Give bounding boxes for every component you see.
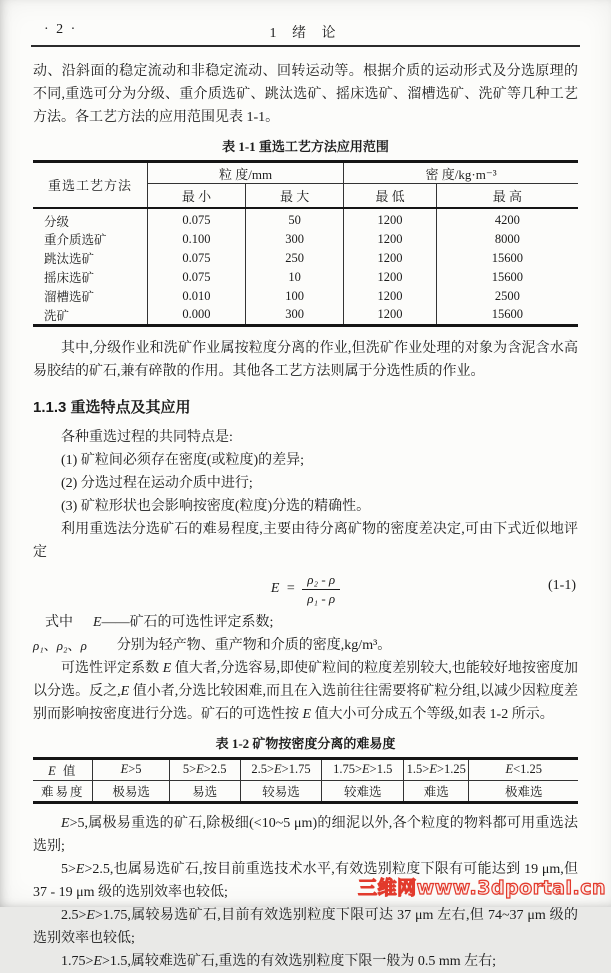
cell-max: 50 <box>246 208 344 230</box>
cell-min: 0.000 <box>182 307 211 321</box>
paragraph-common-features: 各种重选过程的共同特点是: <box>61 429 233 445</box>
table-row <box>33 758 578 780</box>
equation-body <box>271 572 340 607</box>
cell-low: 1200 <box>344 287 437 306</box>
cell-high: 2500 <box>436 287 578 306</box>
cell-method: 洗矿 <box>33 306 147 326</box>
table1-header-size-group: 粒 度/mm <box>147 162 343 184</box>
e-range: E<1.25 <box>469 758 578 780</box>
table-row <box>33 306 578 326</box>
table-row <box>33 230 578 249</box>
cell-max: 250 <box>246 249 344 268</box>
cell-high: 4200 <box>436 208 578 230</box>
cell-min: 0.010 <box>182 288 211 303</box>
cell-high: 15600 <box>436 268 578 287</box>
cell-method: 分级 <box>33 208 147 230</box>
cell-method: 摇床选矿 <box>33 268 147 287</box>
table-row <box>33 208 578 230</box>
fraction-denominator: ρ₁ - ρ <box>307 590 336 606</box>
table1-header-low: 最 低 <box>344 184 437 208</box>
running-head <box>33 22 578 42</box>
e-range: 1.5>E>1.25 <box>404 758 469 780</box>
table1-application-range <box>33 160 578 327</box>
cell-min: 0.100 <box>182 231 211 246</box>
paragraph-grade-e5: E>5,属极易重选的矿石,除极细(<10~5 μm)的细泥以外,各个粒度的物料都可用重选法选别; <box>33 815 578 854</box>
where-clause-e <box>33 611 578 634</box>
paragraph-grade-1-75-1-5: 1.75>E>1.5,属较难选矿石,重选的有效选别粒度下限一般为 0.5 mm 左右; <box>61 953 497 969</box>
difficulty-grade: 极易选 <box>93 780 169 802</box>
equation-number: (1-1) <box>548 577 576 593</box>
paragraph-selectivity: 可选性评定系数 E 值大者,分选容易,即使矿粒间的粒度差别较大,也能较好地按密度加以分选。反之,E 值小者,分选比较困难,而且在入选前往往需要将矿粒分组,以减少因粒度差别而影响按密度进行分选。矿石的可选性按 E 值大小可分成五个等级,如表 1-2 所示。 <box>33 660 579 722</box>
section-heading-1-1-3: 1.1.3 重选特点及其应用 <box>33 398 191 416</box>
e-range: E>5 <box>93 758 169 780</box>
table-row <box>33 249 578 268</box>
paragraph-formula-intro: 利用重选法分选矿石的难易程度,主要由待分离矿物的密度差决定,可由下式近似地评定 <box>33 521 578 560</box>
rho-symbols: ρ₁、ρ₂、ρ <box>33 637 87 653</box>
table1-header-high: 最 高 <box>436 184 578 208</box>
table1-header-min: 最 小 <box>181 188 212 204</box>
cell-method: 重介质选矿 <box>33 230 147 249</box>
cell-max: 10 <box>246 268 344 287</box>
table-row <box>33 268 578 287</box>
list-item-2: (2) 分选过程在运动介质中进行; <box>61 475 253 491</box>
cell-low: 1200 <box>344 230 437 249</box>
paragraph-grade-5-2-5: 5>E>2.5,也属易选矿石,按目前重选技术水平,有效选别粒度下限有可能达到 19 μm,但 37 - 19 μm 级的选别效率也较低; <box>33 861 578 900</box>
cell-low: 1200 <box>344 249 437 268</box>
difficulty-grade: 难选 <box>404 780 469 802</box>
table-row <box>33 780 578 802</box>
fraction-numerator: ρ₂ - ρ <box>302 572 340 590</box>
table1-header-max: 最 大 <box>246 184 344 208</box>
table2-e-label: E 值 <box>48 763 78 778</box>
difficulty-grade: 较难选 <box>322 780 404 802</box>
list-item-1: (1) 矿粒间必须存在密度(或粒度)的差异; <box>61 452 305 468</box>
cell-low: 1200 <box>344 268 437 287</box>
cell-max: 100 <box>246 287 344 306</box>
table1-header-density-group: 密 度/kg·m⁻³ <box>344 162 578 184</box>
e-range: 5>E>2.5 <box>169 758 240 780</box>
table1-title: 表 1-1 重选工艺方法应用范围 <box>222 139 389 154</box>
cell-method: 跳汰选矿 <box>33 249 147 268</box>
equals-sign: = <box>286 581 295 596</box>
cell-max: 300 <box>246 230 344 249</box>
table2-difficulty-grades <box>33 757 578 804</box>
equation-lhs: E <box>270 581 280 596</box>
paragraph-classification-note: 其中,分级作业和洗矿作业属按粒度分离的作业,但洗矿作业处理的对象为含泥含水高易胶结的矿石,兼有碎散的作用。其他各工艺方法则属于分选性质的作业。 <box>33 340 578 379</box>
equation-fraction <box>302 572 340 607</box>
cell-low: 1200 <box>344 208 437 230</box>
difficulty-grade: 易选 <box>169 780 240 802</box>
header-rule <box>31 45 580 47</box>
where-label: 式中 <box>45 614 73 630</box>
paragraph-intro: 动、沿斜面的稳定流动和非稳定流动、回转运动等。根据介质的运动形式及分选原理的不同,重选可分为分级、重介质选矿、跳汰选矿、摇床选矿、溜槽选矿、洗矿等几种工艺方法。各工艺方法的应用范围见表 1-1。 <box>33 64 578 125</box>
equation-1-1 <box>33 570 578 608</box>
table2-title: 表 1-2 矿物按密度分离的难易度 <box>215 735 396 751</box>
paragraph-grade-2-5-1-75: 2.5>E>1.75,属较易选矿石,目前有效选别粒度下限可达 37 μm 左右,但 74~37 μm 级的选别效率也较低; <box>33 907 578 946</box>
cell-high: 15600 <box>436 249 578 268</box>
where-clause-rho <box>33 634 578 657</box>
cell-low: 1200 <box>344 306 437 326</box>
rho-definition: 分别为轻产物、重产物和介质的密度,kg/m³。 <box>116 637 392 653</box>
page-number: · 2 · <box>44 22 78 37</box>
table1-header-method: 重选工艺方法 <box>33 162 147 208</box>
cell-max: 300 <box>246 306 344 326</box>
cell-min: 0.075 <box>182 269 211 284</box>
e-range: 1.75>E>1.5 <box>322 758 404 780</box>
where-e-definition: E——矿石的可选性评定系数; <box>93 614 274 630</box>
difficulty-grade: 极难选 <box>469 780 578 802</box>
table2-difficulty-label: 难易度 <box>40 784 85 799</box>
cell-min: 0.075 <box>182 250 211 265</box>
watermark-3dportal: 三维网www.3dportal.cn <box>358 877 606 899</box>
difficulty-grade: 较易选 <box>240 780 322 802</box>
chapter-header: 1 绪 论 <box>269 26 342 41</box>
e-range: 2.5>E>1.75 <box>240 758 322 780</box>
cell-high: 15600 <box>436 306 578 326</box>
cell-method: 溜槽选矿 <box>33 287 147 306</box>
cell-min: 0.075 <box>182 213 211 227</box>
cell-high: 8000 <box>436 230 578 249</box>
list-item-3: (3) 矿粒形状也会影响按密度(粒度)分选的精确性。 <box>61 498 371 514</box>
table-row <box>33 287 578 306</box>
